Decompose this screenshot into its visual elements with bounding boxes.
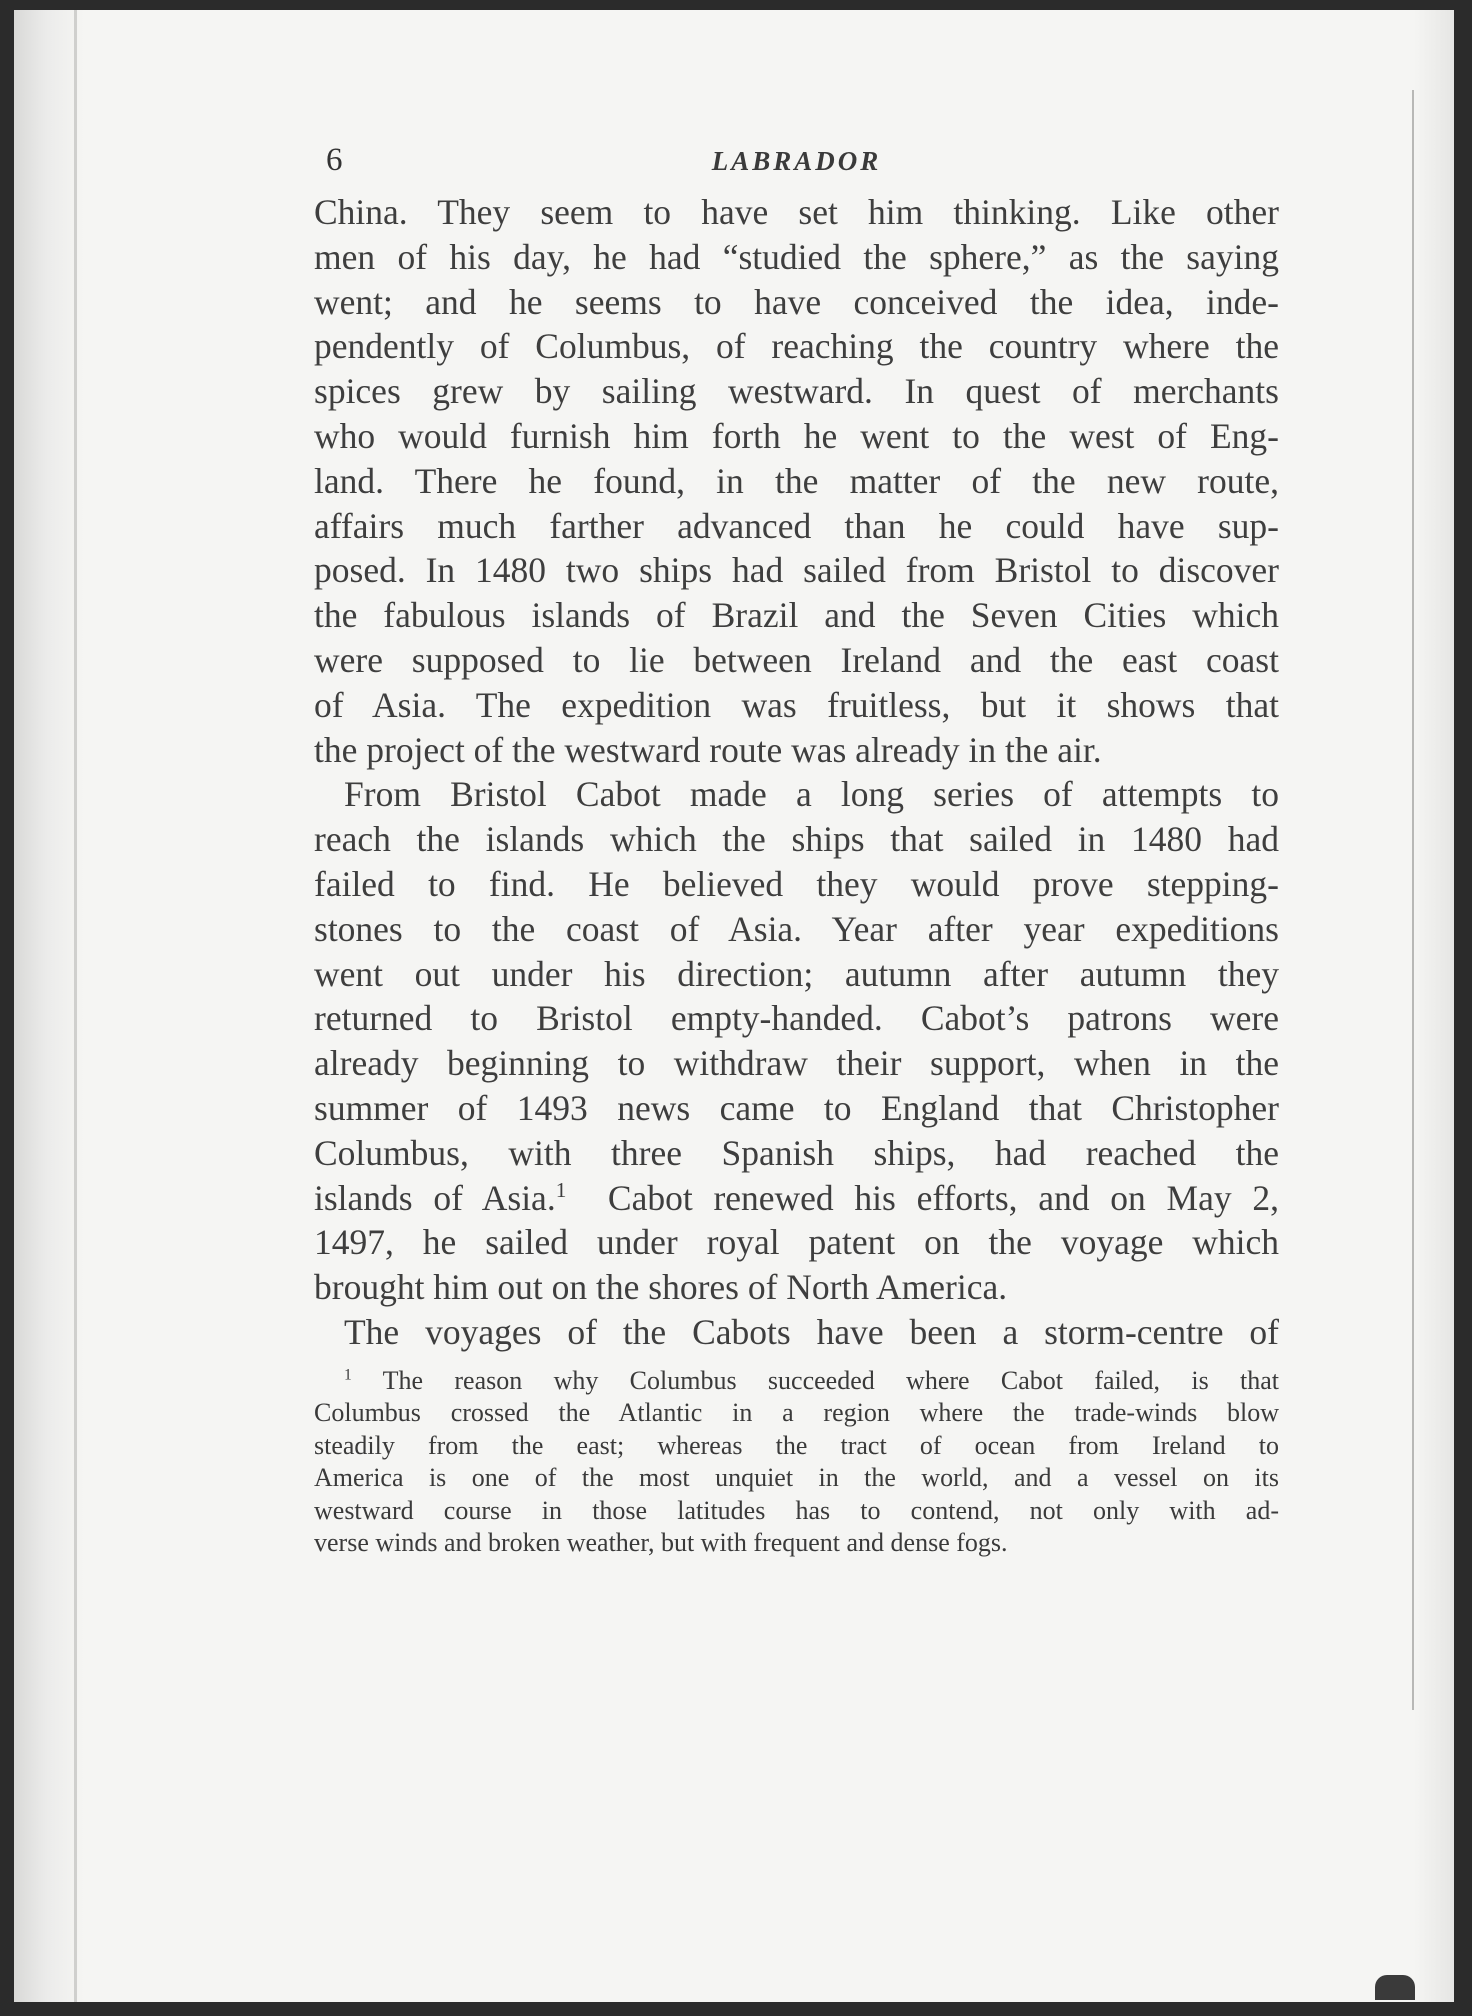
text-line: summer of 1493 news came to England that Christopher	[314, 1087, 1279, 1128]
book-page	[14, 10, 1454, 2002]
text-fragment: islands of Asia.	[314, 1177, 556, 1218]
text-line: men of his day, he had “studied the sphere,” as the saying	[314, 236, 1279, 277]
text-line: posed. In 1480 two ships had sailed from Bristol to discover	[314, 550, 1279, 591]
running-title: LABRADOR	[711, 146, 882, 176]
text-line: 1497, he sailed under royal patent on the voyage which	[314, 1222, 1279, 1263]
text-line: brought him out on the shores of North America.	[314, 1267, 1008, 1308]
text-line: reach the islands which the ships that sailed in 1480 had	[314, 819, 1279, 860]
gutter-line	[74, 10, 77, 2002]
footnote-marker: 1	[344, 1366, 352, 1384]
text-line: land. There he found, in the matter of the new route,	[314, 460, 1279, 501]
text-line: From Bristol Cabot made a long series of attempts to	[344, 774, 1279, 815]
footnote-line: verse winds and broken weather, but with frequent and dense fogs.	[314, 1528, 1008, 1558]
text-line: failed to find. He believed they would prove stepping-	[314, 863, 1279, 904]
text-line: went out under his direction; autumn after autumn they	[314, 953, 1279, 994]
scan-artifact	[1375, 1975, 1415, 2000]
text-line: who would furnish him forth he went to the west of Eng-	[314, 415, 1279, 456]
footnote-line: steadily from the east; whereas the tract of ocean from Ireland to	[314, 1430, 1279, 1460]
footnote-line: westward course in those latitudes has to contend, not only with ad-	[314, 1495, 1279, 1525]
text-line: spices grew by sailing westward. In quest of merchants	[314, 371, 1279, 412]
text-line: were supposed to lie between Ireland and the east coast	[314, 639, 1279, 680]
text-line: stones to the coast of Asia. Year after year expeditions	[314, 908, 1279, 949]
text-line: The voyages of the Cabots have been a storm-centre of	[344, 1311, 1279, 1352]
page-content	[314, 130, 1279, 1560]
text-line: the fabulous islands of Brazil and the Seven Cities which	[314, 595, 1279, 636]
footnote-line: America is one of the most unquiet in the world, and a vessel on its	[314, 1463, 1279, 1493]
text-line: went; and he seems to have conceived the idea, inde-	[314, 281, 1279, 322]
page-number: 6	[326, 142, 343, 178]
text-line: affairs much farther advanced than he could have sup-	[314, 505, 1279, 546]
page-edge-shade	[1414, 10, 1454, 2002]
footnote	[314, 1365, 1279, 1560]
running-head	[314, 130, 1279, 190]
text-line: China. They seem to have set him thinking. Like other	[314, 192, 1279, 232]
text-line	[314, 1176, 1279, 1221]
text-fragment: The reason why Columbus succeeded where Cabot failed, is that	[382, 1365, 1279, 1395]
body-text	[314, 190, 1279, 1355]
text-line: already beginning to withdraw their support, when in the	[314, 1043, 1279, 1084]
page-edge-line	[1412, 90, 1414, 1710]
text-fragment: Cabot renewed his efforts, and on May 2,	[607, 1177, 1280, 1218]
text-line: the project of the westward route was already in the air.	[314, 729, 1102, 770]
text-line: returned to Bristol empty-handed. Cabot’s patrons were	[314, 998, 1279, 1039]
footnote-line	[314, 1365, 1279, 1398]
text-line: pendently of Columbus, of reaching the country where the	[314, 326, 1279, 367]
footnote-line: Columbus crossed the Atlantic in a region where the trade-winds blow	[314, 1398, 1279, 1428]
footnote-reference: 1	[555, 1177, 567, 1202]
text-line: of Asia. The expedition was fruitless, but it shows that	[314, 684, 1279, 725]
text-line: Columbus, with three Spanish ships, had reached the	[314, 1132, 1279, 1173]
